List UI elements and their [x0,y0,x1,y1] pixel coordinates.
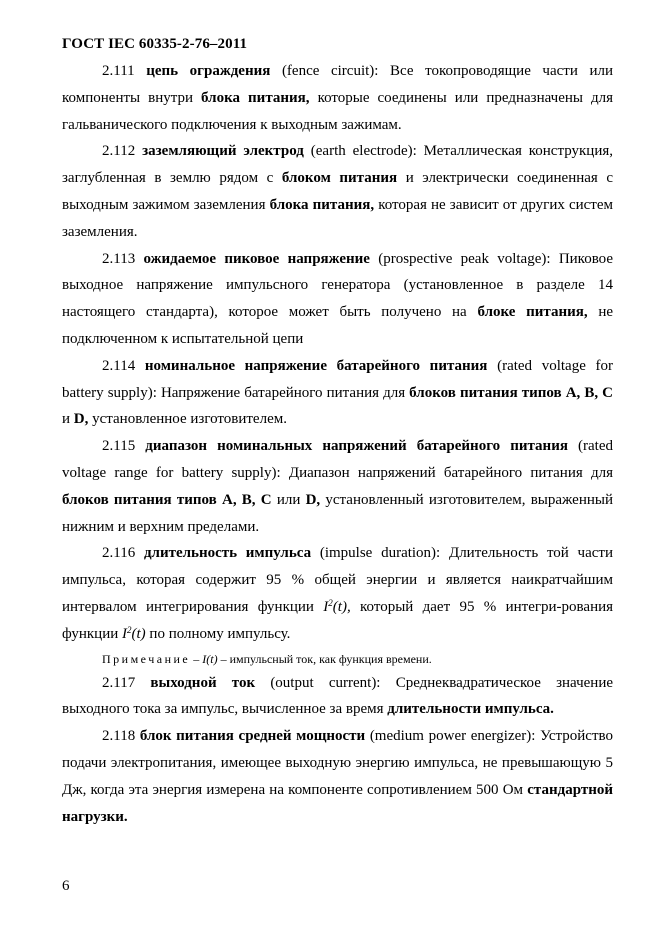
page-number: 6 [62,878,70,894]
defined-term-ref: блока питания, [269,196,375,213]
note-2-116 [62,648,613,670]
term: длительность импульса [143,545,312,562]
definition-text: или [276,491,301,508]
definition-2-116 [62,540,613,647]
definition-2-118 [62,723,613,830]
formula-base: I [122,625,127,642]
definition-2-112 [62,138,613,245]
definitions-body [62,58,613,830]
english-term: (medium power energizer): [369,728,536,745]
definition-text: и [62,411,71,428]
definition-2-111 [62,58,613,138]
english-term: (fence circuit): [281,63,379,79]
definition-2-113 [62,246,613,353]
term: ожидаемое пиковое напряжение [143,250,370,267]
formula-argument: (t), [332,598,351,615]
english-term: (impulse duration): [319,545,441,562]
term: заземляющий электрод [142,143,304,160]
definition-text: Устройство подачи электропитания, имеющее выходную энергию импульса, не превышающую 5 Дж, когда эта энергия измерена на компоненте сопротивлением 500 Ом [62,728,613,798]
note-symbol: I(t) [202,651,218,666]
english-term: (prospective peak voltage): [378,250,551,267]
clause-number: 2.116 [102,545,136,562]
definition-text: установленное изготовителем. [92,411,287,428]
definition-text: которая не зависит от других систем заземления. [62,196,613,240]
definition-text: Длительность той части импульса, которая содержит 95 % общей энергии и является наикратчайшим интервалом интегрирования функции [62,545,613,615]
defined-term-ref: D, [305,491,321,508]
definition-2-115 [62,433,613,540]
formula-base: I [323,598,329,615]
clause-number: 2.114 [102,357,136,374]
term: цепь ограждения [146,63,271,79]
term: выходной ток [150,674,256,691]
defined-term-ref: блока питания, [201,89,310,106]
term: номинальное напряжение батарейного питания [144,357,488,374]
clause-number: 2.117 [102,674,136,691]
definition-text: по полному импульсу. [149,625,291,642]
definition-text: который дает 95 % интегри-рования функции [62,598,614,642]
defined-term-ref: длительности импульса. [387,701,554,718]
standard-header: ГОСТ IEC 60335-2-76–2011 [62,36,248,52]
defined-term-ref: D, [73,411,89,428]
formula-i-squared-t [323,599,350,615]
defined-term-ref: блоком питания [281,170,398,187]
definition-text: Напряжение батарейного питания для [160,384,406,401]
definition-2-117 [62,670,613,724]
defined-term-ref: стандартной нагрузки. [62,781,614,825]
clause-number: 2.111 [102,63,135,79]
clause-number: 2.112 [102,143,136,160]
clause-number: 2.118 [102,728,136,745]
definition-text: и электрически соединенная с выходным зажимом заземления [62,170,614,213]
definition-text: которые соединены или предназначены для гальванического подключения к выходным зажимам. [62,89,614,133]
definition-text: установленный изготовителем, выраженный нижним и верхним пределами. [62,491,613,535]
term: блок питания средней мощности [139,728,366,745]
definition-text: Все токопроводящие части или компоненты внутри [62,63,613,106]
defined-term-ref: блоке питания, [477,304,588,321]
definition-text: Среднеквадратическое значение выходного тока за импульс, вычисленное за время [62,674,614,718]
clause-number: 2.115 [102,438,136,455]
formula-i-squared-t [122,626,146,642]
english-term: (earth electrode): [310,143,417,160]
definition-text: Металлическая конструкция, заглубленная в землю рядом с [62,143,613,187]
english-term: (rated voltage range for battery supply): [62,438,614,481]
defined-term-ref: блоков питания типов А, В, С [409,384,613,401]
term: диапазон номинальных напряжений батарейного питания [145,438,568,455]
note-label: Примечание [102,651,191,666]
english-term: (output current): [270,674,381,691]
formula-exponent: 2 [127,624,132,635]
definition-text: Диапазон напряжений батарейного питания для [288,464,613,481]
defined-term-ref: блоков питания типов А, В, С [62,491,272,508]
definition-text: Пиковое выходное напряжение импульсного генератора (установленное в разделе 14 настоящего стандарта), которое может быть получено на [62,250,614,321]
formula-argument: (t) [131,625,146,642]
note-dash: – [193,651,200,666]
formula-exponent: 2 [328,597,333,608]
definition-2-114 [62,353,613,433]
definition-text: не подключенном к испытательной цепи [62,304,614,347]
clause-number: 2.113 [102,250,136,267]
note-text: – импульсный ток, как функция времени. [220,651,432,666]
english-term: (rated voltage for battery supply): [62,357,613,401]
